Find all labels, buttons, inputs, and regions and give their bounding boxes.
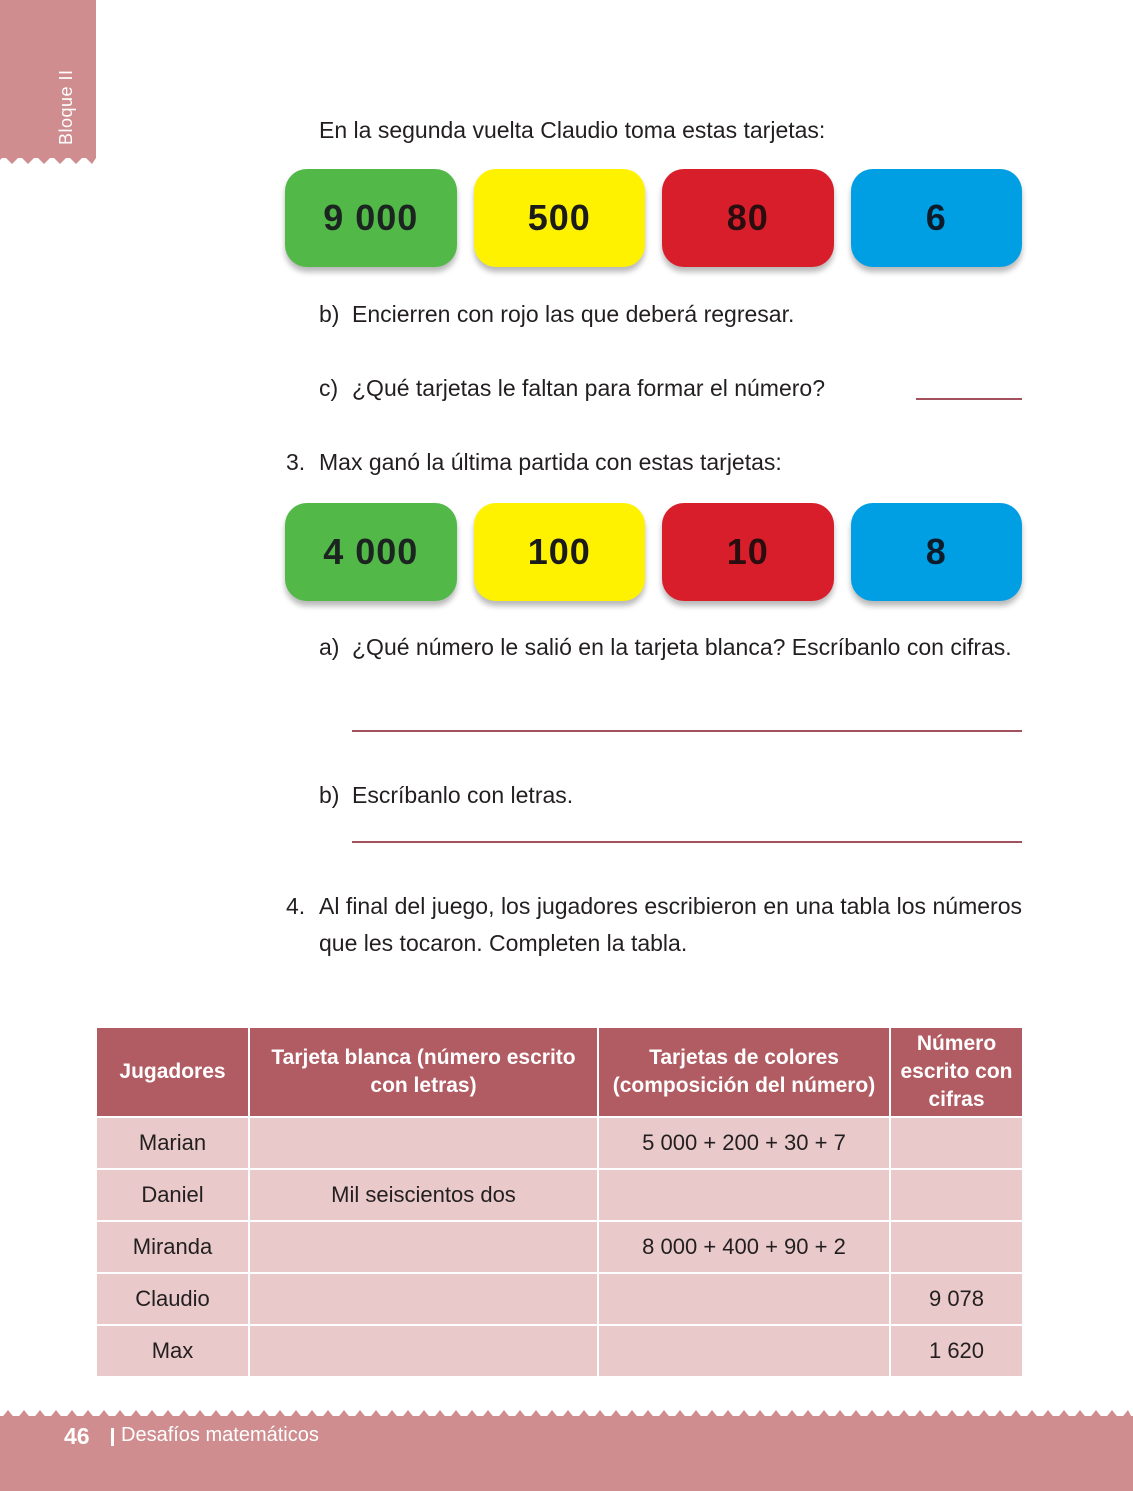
footer-separator	[111, 1428, 114, 1446]
table-row	[96, 1325, 1023, 1377]
player-cell: Marian	[96, 1117, 249, 1169]
card-tens: 10	[662, 503, 834, 601]
number-cell: 1 620	[890, 1325, 1023, 1377]
header-number: Número escrito con cifras	[890, 1027, 1023, 1117]
question-b-marker: b)	[319, 301, 340, 327]
item4-marker: 4.	[286, 893, 306, 919]
table-row	[96, 1117, 1023, 1169]
block-label: Bloque II	[56, 69, 76, 145]
answer-line-3a[interactable]	[352, 730, 1022, 732]
card-hundreds: 500	[474, 169, 646, 267]
words-cell[interactable]	[249, 1273, 598, 1325]
header-color-cards: Tarjetas de colores (composición del número)	[598, 1027, 890, 1117]
question-c-text: ¿Qué tarjetas le faltan para formar el número?	[352, 375, 826, 401]
words-cell[interactable]	[249, 1117, 598, 1169]
answer-line-c[interactable]	[916, 398, 1022, 400]
item3-text: Max ganó la última partida con estas tarjetas:	[319, 449, 782, 475]
card-thousands: 9 000	[285, 169, 457, 267]
number-cell: 9 078	[890, 1273, 1023, 1325]
card-thousands: 4 000	[285, 503, 457, 601]
item3-marker: 3.	[286, 449, 306, 475]
composition-cell[interactable]	[598, 1169, 890, 1221]
composition-cell[interactable]	[598, 1325, 890, 1377]
card-units: 8	[851, 503, 1023, 601]
side-tab	[0, 0, 96, 158]
header-white-card: Tarjeta blanca (número escrito con letras)	[249, 1027, 598, 1117]
player-cell: Claudio	[96, 1273, 249, 1325]
item4-text: Al final del juego, los jugadores escribieron en una tabla los números que les tocaron. Completen la tabla.	[319, 893, 1022, 956]
words-cell[interactable]	[249, 1325, 598, 1377]
number-cell[interactable]	[890, 1117, 1023, 1169]
player-cell: Miranda	[96, 1221, 249, 1273]
table-row	[96, 1169, 1023, 1221]
words-cell: Mil seiscientos dos	[249, 1169, 598, 1221]
item3b-text: Escríbanlo con letras.	[352, 782, 574, 808]
side-tab-zigzag	[0, 152, 96, 166]
answer-line-3b[interactable]	[352, 841, 1022, 843]
header-players: Jugadores	[96, 1027, 249, 1117]
card-hundreds: 100	[474, 503, 646, 601]
composition-cell: 8 000 + 400 + 90 + 2	[598, 1221, 890, 1273]
page-number: 46	[64, 1423, 90, 1449]
number-cell[interactable]	[890, 1221, 1023, 1273]
words-cell[interactable]	[249, 1221, 598, 1273]
item3a-marker: a)	[319, 634, 340, 660]
card-tens: 80	[662, 169, 834, 267]
footer-title: Desafíos matemáticos	[121, 1424, 319, 1446]
number-cell[interactable]	[890, 1169, 1023, 1221]
item3b-marker: b)	[319, 782, 340, 808]
item3a-text: ¿Qué número le salió en la tarjeta blanca? Escríbanlo con cifras.	[352, 634, 1012, 660]
players-table	[95, 1026, 1024, 1378]
composition-cell[interactable]	[598, 1273, 890, 1325]
player-cell: Max	[96, 1325, 249, 1377]
table-header-row	[96, 1027, 1023, 1117]
round2-cards	[285, 169, 1022, 267]
question-c-marker: c)	[319, 375, 339, 401]
table-row	[96, 1273, 1023, 1325]
table-row	[96, 1221, 1023, 1273]
composition-cell: 5 000 + 200 + 30 + 7	[598, 1117, 890, 1169]
intro-text: En la segunda vuelta Claudio toma estas tarjetas:	[319, 117, 826, 143]
player-cell: Daniel	[96, 1169, 249, 1221]
card-units: 6	[851, 169, 1023, 267]
question-b-text: Encierren con rojo las que deberá regresar.	[352, 301, 795, 327]
max-cards	[285, 503, 1022, 601]
